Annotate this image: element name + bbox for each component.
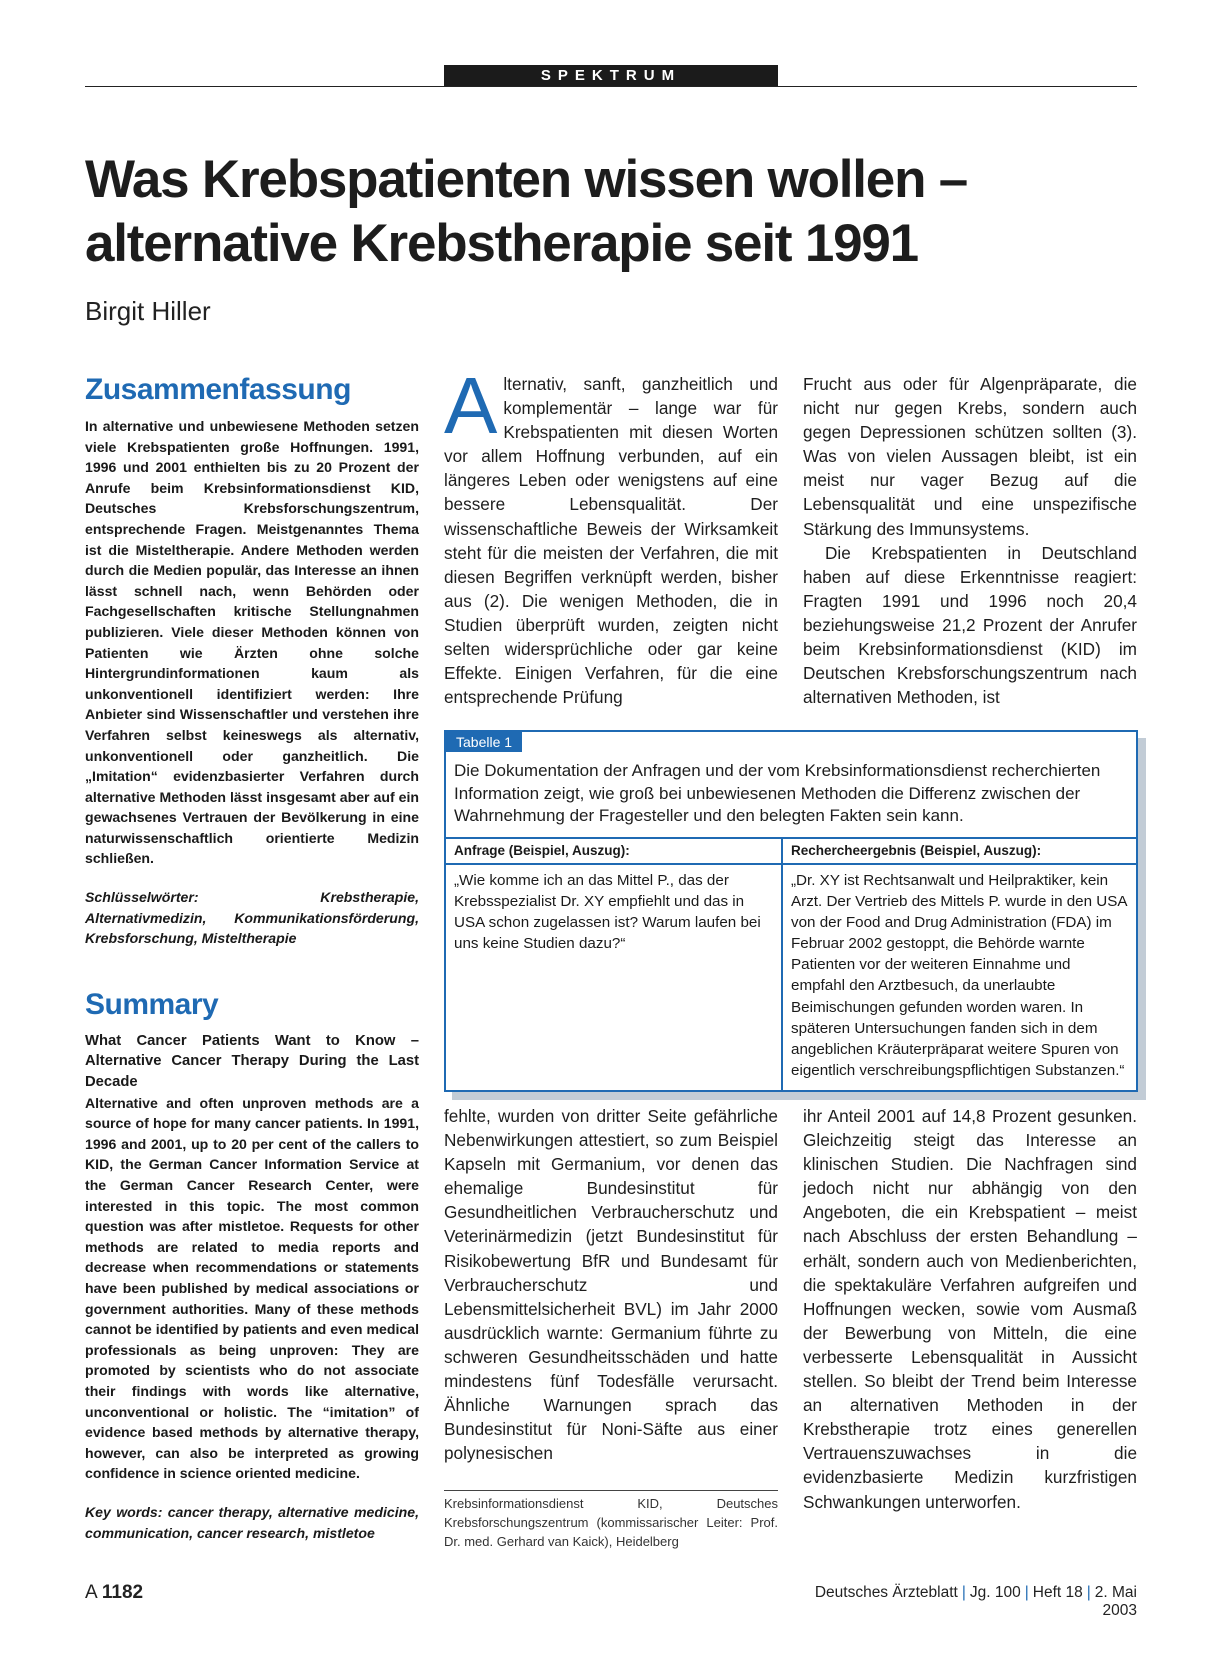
table-caption: Die Dokumentation der Anfragen und der vom Krebsinformationsdienst recherchierten Information zeigt, wie groß bei unbewiesenen Methoden die Differenz zwischen der Wahrnehmung der Fragesteller und den belegten Fakten sein kann. (454, 761, 1101, 825)
page-prefix: A (85, 1582, 97, 1603)
header-rule (85, 86, 1137, 87)
body-column-3-top (803, 372, 1137, 709)
table-divider (446, 863, 1136, 865)
table-header-request: Anfrage (Beispiel, Auszug): (454, 843, 630, 858)
journal-date: 2. Mai 2003 (1094, 1584, 1137, 1619)
title-line-2: alternative Krebstherapie seit 1991 (85, 214, 918, 273)
journal-issue: Heft 18 (1032, 1584, 1083, 1601)
body-paragraph: Frucht aus oder für Algenpräparate, die nicht nur gegen Krebs, sondern auch gegen Depressionen schützen sollten (3). Was von vielen Aussagen bleibt, ist ein meist nur vager Bezug auf die Lebensqualität und eine unspezifische Stärkung des Immunsystems. (803, 374, 1137, 539)
journal-volume: Jg. 100 (969, 1584, 1021, 1601)
body-paragraph: ihr Anteil 2001 auf 14,8 Prozent gesunken. Gleichzeitig steigt das Interesse an klinischen Studien. Die Nachfragen sind jedoch nicht nur abhängig von den Angeboten, die ein Krebspatient – meist nach Abschluss der ersten Behandlung – erhält, sondern auch von Medienberichten, die spektakuläre Verfahren aufgreifen und Hoffnungen wecken, sowie vom Ausmaß der Bewerbung von Mitteln, die eine verbesserte Lebensqualität in Aussicht stellen. So bleibt der Trend beim Interesse an alternativen Methoden in der Krebstherapie trotz eines generellen Vertrauenszuwachses in die evidenzbasierte Medizin kurzfristigen Schwankungen unterworfen. (803, 1106, 1137, 1512)
article-title (85, 148, 1145, 276)
separator: | (1086, 1584, 1091, 1601)
journal-name: Deutsches Ärzteblatt (814, 1584, 958, 1601)
page-number (85, 1582, 143, 1604)
separator: | (1024, 1584, 1029, 1601)
abstract-heading-en: Summary (85, 987, 219, 1021)
table-column-divider (781, 837, 783, 1090)
abstract-column (85, 372, 419, 1543)
body-paragraph: lternativ, sanft, ganzheitlich und komplementär – lange war für Krebspatienten mit diesen Worten vor allem Hoffnung verbunden, auf ein längeres Leben oder wenigstens auf eine bessere Lebensqualität. Der wissenschaftliche Beweis der Wirksamkeit steht für die meisten der Verfahren, die mit diesen Begriffen verknüpft werden, bisher aus (2). Die wenigen Methoden, die in Studien überprüft wurden, zeigten nicht selten widersprüchliche oder gar keine Effekte. Einigen Verfahren, für die eine entsprechende Prüfung (444, 374, 778, 708)
keywords-en: Key words: cancer therapy, alternative medicine, communication, cancer research, mistletoe (85, 1503, 419, 1541)
body-column-2-top (444, 361, 778, 709)
table-cell-request: „Wie komme ich an das Mittel P., das der Krebsspezialist Dr. XY empfiehlt und das in USA schon zugelassen ist? Warum laufen bei uns keine Studien dazu?“ (454, 872, 761, 953)
summary-subtitle: What Cancer Patients Want to Know – Alternative Cancer Therapy During the Last Decade (85, 1032, 419, 1091)
table-divider (446, 837, 1136, 839)
table-cell-result: „Dr. XY ist Rechtsanwalt und Heilpraktiker, kein Arzt. Der Vertrieb des Mittels P. wurde in den USA von der Food and Drug Administration (FDA) im Februar 2002 gestoppt, die Behörde warnte Patienten vor der weiteren Einnahme und empfahl den Arztbesuch, da unerlaubte Beimischungen gefunden worden waren. In späteren Untersuchungen fanden sich in dem angeblichen Kräuterpräparat weitere Spuren von eigentlich verschreibungspflichtigen Substanzen.“ (791, 872, 1127, 1079)
dropcap: A (444, 361, 498, 450)
table-label: Tabelle 1 (446, 732, 522, 752)
keywords-de: Schlüsselwörter: Krebstherapie, Alternativmedizin, Kommunikationsförderung, Krebsforschung, Misteltherapie (85, 889, 419, 947)
abstract-text-en: Alternative and often unproven methods are a source of hope for many cancer patients. In 1991, 1996 and 2001, up to 20 per cent of the callers to KID, the German Cancer Information Service at the German Cancer Research Center, were interested in this topic. The most common question was after mistletoe. Requests for other methods are related to media reports and decrease when recommendations or statements have been published by medical associations or government authorities. Many of these methods cannot be identified by patients and even medical professionals as being unproven: They are promoted by scientists who do not associate their findings with words like alternative, unconventional or holistic. The “imitation” of evidence based methods by alternative therapy, however, can also be interpreted as growing confidence in science oriented medicine. (85, 1094, 419, 1482)
abstract-heading-de: Zusammenfassung (85, 373, 351, 406)
journal-citation (790, 1584, 1137, 1620)
footnote-rule (444, 1490, 778, 1491)
page-number-value: 1182 (101, 1582, 144, 1603)
body-paragraph: fehlte, wurden von dritter Seite gefährliche Nebenwirkungen attestiert, so zum Beispiel Kapseln mit Germanium, vor denen das ehemalige Bundesinstitut für Gesundheitlichen Verbraucherschutz und Veterinärmedizin (jetzt Bundesinstitut für Risikobewertung BfR und Bundesamt für Verbraucherschutz und Lebensmittelsicherheit BVL) im Jahr 2000 ausdrücklich warnte: Germanium führte zu schweren Gesundheitsschäden und hatte mindestens fünf Todesfälle verursacht. Ähnliche Warnungen sprach das Bundesinstitut für Noni-Säfte aus einer polynesischen (444, 1106, 778, 1464)
abstract-text-de: In alternative und unbewiesene Methoden setzen viele Krebspatienten große Hoffnungen. 1991, 1996 und 2001 enthielten bis zu 20 Prozent der Anrufe beim Krebsinformationsdienst KID, Deutsches Krebsforschungszentrum, entsprechende Fragen. Meistgenanntes Thema ist die Misteltherapie. Andere Methoden werden durch die Medien populär, das Interesse an ihnen lässt schnell nach, wenn Behörden oder Fachgesellschaften kritische Stellungnahmen publizieren. Viele dieser Methoden können von Patienten wie Ärzten ohne solche Hintergrundinformationen kaum als unkonventionell identifiziert werden: Ihre Anbieter sind Wissenschaftler und verstehen ihre Verfahren selbst keineswegs als alternativ, unkonventionell oder ganzheitlich. Die „Imitation“ evidenzbasierter Verfahren durch alternative Methoden lässt insgesamt aber auf ein gewachsenes Vertrauen der Bevölkerung in eine naturwissenschaftlich orientierte Medizin schließen. (85, 418, 419, 867)
section-rubric: SPEKTRUM (444, 65, 778, 86)
separator: | (961, 1584, 966, 1601)
table-1 (444, 730, 1138, 1092)
title-line-1: Was Krebspatienten wissen wollen – (85, 150, 968, 209)
author: Birgit Hiller (85, 296, 211, 326)
table-header-result: Rechercheergebnis (Beispiel, Auszug): (791, 843, 1042, 858)
body-column-2-bottom (444, 1104, 778, 1465)
body-column-3-bottom (803, 1104, 1137, 1514)
body-paragraph: Die Krebspatienten in Deutschland haben auf diese Erkenntnisse reagiert: Fragten 1991 und 1996 noch 20,4 beziehungsweise 21,2 Prozent der Anrufer beim Krebsinformationsdienst (KID) im Deutschen Krebsforschungszentrum nach alternativen Methoden, ist (803, 542, 1137, 708)
author-affiliation-footnote: Krebsinformationsdienst KID, Deutsches Krebsforschungszentrum (kommissarischer Leiter: Prof. Dr. med. Gerhard van Kaick), Heidelberg (444, 1496, 778, 1550)
